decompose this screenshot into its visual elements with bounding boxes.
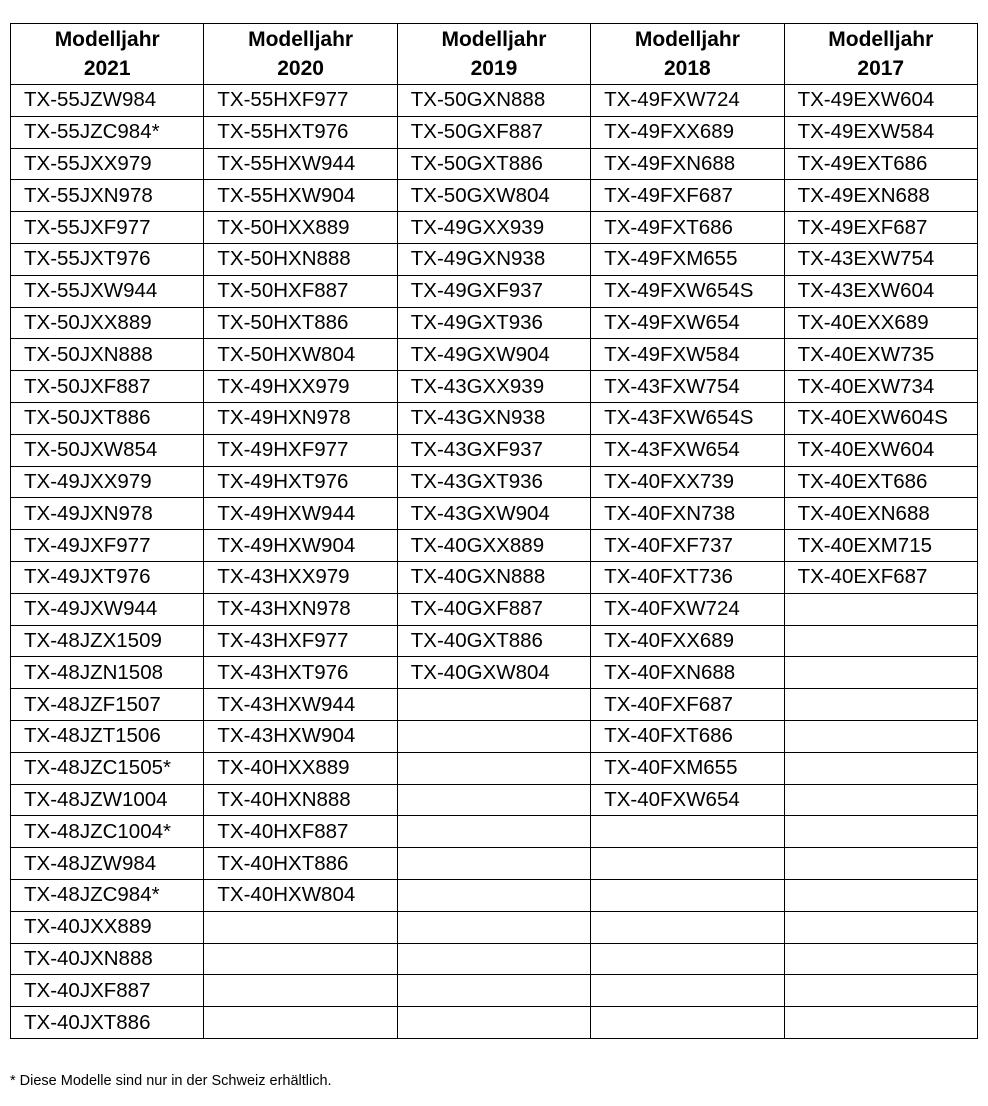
model-cell: TX-40FXF737 bbox=[591, 530, 784, 562]
table-row bbox=[11, 848, 978, 880]
table-row bbox=[11, 148, 978, 180]
model-cell: TX-50JXF887 bbox=[11, 371, 204, 403]
model-cell: TX-50GXF887 bbox=[397, 116, 590, 148]
model-cell: TX-50GXN888 bbox=[397, 85, 590, 117]
model-cell: TX-40GXT886 bbox=[397, 625, 590, 657]
model-cell: TX-40EXM715 bbox=[784, 530, 977, 562]
empty-cell bbox=[784, 657, 977, 689]
model-cell: TX-43HXF977 bbox=[204, 625, 397, 657]
header-label: Modelljahr bbox=[54, 28, 160, 51]
table-row bbox=[11, 466, 978, 498]
empty-cell bbox=[204, 943, 397, 975]
table-row bbox=[11, 625, 978, 657]
model-cell: TX-40EXN688 bbox=[784, 498, 977, 530]
table-row bbox=[11, 85, 978, 117]
model-cell: TX-40EXW604 bbox=[784, 434, 977, 466]
table-row bbox=[11, 243, 978, 275]
empty-cell bbox=[784, 943, 977, 975]
model-cell: TX-49GXX939 bbox=[397, 212, 590, 244]
model-cell: TX-50JXW854 bbox=[11, 434, 204, 466]
model-cell: TX-43GXT936 bbox=[397, 466, 590, 498]
table-row bbox=[11, 212, 978, 244]
empty-cell bbox=[784, 593, 977, 625]
empty-cell bbox=[784, 784, 977, 816]
model-cell: TX-49GXT936 bbox=[397, 307, 590, 339]
empty-cell bbox=[204, 975, 397, 1007]
empty-cell bbox=[591, 911, 784, 943]
empty-cell bbox=[784, 1007, 977, 1039]
model-cell: TX-49JXF977 bbox=[11, 530, 204, 562]
model-cell: TX-40FXN738 bbox=[591, 498, 784, 530]
model-cell: TX-49GXN938 bbox=[397, 243, 590, 275]
model-cell: TX-49GXW904 bbox=[397, 339, 590, 371]
column-header-2017 bbox=[784, 24, 977, 85]
empty-cell bbox=[204, 1007, 397, 1039]
empty-cell bbox=[397, 784, 590, 816]
model-cell: TX-40EXW735 bbox=[784, 339, 977, 371]
model-cell: TX-40FXF687 bbox=[591, 689, 784, 721]
table-row bbox=[11, 402, 978, 434]
table-row bbox=[11, 657, 978, 689]
model-cell: TX-40FXM655 bbox=[591, 752, 784, 784]
model-cell: TX-40FXT686 bbox=[591, 720, 784, 752]
model-cell: TX-40GXX889 bbox=[397, 530, 590, 562]
model-cell: TX-55JXX979 bbox=[11, 148, 204, 180]
table-row bbox=[11, 943, 978, 975]
model-cell: TX-49JXX979 bbox=[11, 466, 204, 498]
model-cell: TX-40GXW804 bbox=[397, 657, 590, 689]
model-cell: TX-43HXT976 bbox=[204, 657, 397, 689]
empty-cell bbox=[784, 752, 977, 784]
model-cell: TX-48JZW984 bbox=[11, 848, 204, 880]
empty-cell bbox=[591, 975, 784, 1007]
model-cell: TX-50JXX889 bbox=[11, 307, 204, 339]
model-cell: TX-48JZC1004* bbox=[11, 816, 204, 848]
model-cell: TX-55HXW944 bbox=[204, 148, 397, 180]
model-cell: TX-50HXX889 bbox=[204, 212, 397, 244]
table-row bbox=[11, 561, 978, 593]
model-cell: TX-40GXF887 bbox=[397, 593, 590, 625]
model-cell: TX-48JZC984* bbox=[11, 879, 204, 911]
model-cell: TX-43EXW754 bbox=[784, 243, 977, 275]
empty-cell bbox=[397, 848, 590, 880]
footnote: * Diese Modelle sind nur in der Schweiz erhältlich. bbox=[10, 1073, 332, 1089]
model-cell: TX-50HXF887 bbox=[204, 275, 397, 307]
model-cell: TX-50HXN888 bbox=[204, 243, 397, 275]
model-cell: TX-49HXT976 bbox=[204, 466, 397, 498]
model-cell: TX-50JXN888 bbox=[11, 339, 204, 371]
model-cell: TX-43HXW944 bbox=[204, 689, 397, 721]
empty-cell bbox=[784, 625, 977, 657]
empty-cell bbox=[784, 911, 977, 943]
model-cell: TX-49HXN978 bbox=[204, 402, 397, 434]
model-cell: TX-50GXT886 bbox=[397, 148, 590, 180]
model-cell: TX-48JZN1508 bbox=[11, 657, 204, 689]
model-cell: TX-40EXW604S bbox=[784, 402, 977, 434]
model-cell: TX-49GXF937 bbox=[397, 275, 590, 307]
table-row bbox=[11, 879, 978, 911]
model-cell: TX-43HXW904 bbox=[204, 720, 397, 752]
model-cell: TX-55JXW944 bbox=[11, 275, 204, 307]
model-cell: TX-40EXF687 bbox=[784, 561, 977, 593]
table-row bbox=[11, 180, 978, 212]
model-cell: TX-49EXF687 bbox=[784, 212, 977, 244]
empty-cell bbox=[397, 816, 590, 848]
model-cell: TX-43FXW654 bbox=[591, 434, 784, 466]
header-year: 2017 bbox=[857, 57, 905, 80]
model-cell: TX-40EXX689 bbox=[784, 307, 977, 339]
header-year: 2019 bbox=[470, 57, 518, 80]
table-row bbox=[11, 752, 978, 784]
model-cell: TX-40GXN888 bbox=[397, 561, 590, 593]
model-cell: TX-49HXX979 bbox=[204, 371, 397, 403]
column-header-2018 bbox=[591, 24, 784, 85]
model-cell: TX-40HXW804 bbox=[204, 879, 397, 911]
model-cell: TX-43GXW904 bbox=[397, 498, 590, 530]
model-year-table bbox=[10, 23, 978, 1039]
empty-cell bbox=[591, 943, 784, 975]
model-cell: TX-55HXW904 bbox=[204, 180, 397, 212]
header-year: 2021 bbox=[83, 57, 131, 80]
model-cell: TX-40HXF887 bbox=[204, 816, 397, 848]
empty-cell bbox=[397, 975, 590, 1007]
table-row bbox=[11, 530, 978, 562]
table-header bbox=[11, 24, 978, 85]
model-cell: TX-40HXT886 bbox=[204, 848, 397, 880]
table-body bbox=[11, 85, 978, 1039]
model-cell: TX-40FXN688 bbox=[591, 657, 784, 689]
column-header-2021 bbox=[11, 24, 204, 85]
header-label: Modelljahr bbox=[634, 28, 740, 51]
model-cell: TX-49JXN978 bbox=[11, 498, 204, 530]
table-row bbox=[11, 689, 978, 721]
empty-cell bbox=[204, 911, 397, 943]
empty-cell bbox=[784, 975, 977, 1007]
model-cell: TX-43EXW604 bbox=[784, 275, 977, 307]
model-cell: TX-49FXF687 bbox=[591, 180, 784, 212]
model-cell: TX-40JXF887 bbox=[11, 975, 204, 1007]
model-cell: TX-50GXW804 bbox=[397, 180, 590, 212]
model-cell: TX-40EXW734 bbox=[784, 371, 977, 403]
empty-cell bbox=[397, 752, 590, 784]
model-cell: TX-40FXX739 bbox=[591, 466, 784, 498]
empty-cell bbox=[591, 1007, 784, 1039]
table-row bbox=[11, 339, 978, 371]
model-cell: TX-40FXW724 bbox=[591, 593, 784, 625]
model-cell: TX-49JXT976 bbox=[11, 561, 204, 593]
model-cell: TX-55JZW984 bbox=[11, 85, 204, 117]
model-cell: TX-43FXW654S bbox=[591, 402, 784, 434]
table-row bbox=[11, 816, 978, 848]
model-cell: TX-49FXN688 bbox=[591, 148, 784, 180]
model-cell: TX-49FXX689 bbox=[591, 116, 784, 148]
model-cell: TX-40HXN888 bbox=[204, 784, 397, 816]
model-cell: TX-55JXT976 bbox=[11, 243, 204, 275]
model-cell: TX-43HXN978 bbox=[204, 593, 397, 625]
model-cell: TX-48JZT1506 bbox=[11, 720, 204, 752]
table-row bbox=[11, 720, 978, 752]
table-row bbox=[11, 275, 978, 307]
column-header-2020 bbox=[204, 24, 397, 85]
table-row bbox=[11, 498, 978, 530]
model-cell: TX-43HXX979 bbox=[204, 561, 397, 593]
table-row bbox=[11, 434, 978, 466]
header-year: 2018 bbox=[664, 57, 711, 80]
table-row bbox=[11, 784, 978, 816]
model-cell: TX-55JZC984* bbox=[11, 116, 204, 148]
empty-cell bbox=[784, 720, 977, 752]
header-label: Modelljahr bbox=[828, 28, 934, 51]
header-label: Modelljahr bbox=[248, 28, 354, 51]
model-cell: TX-40JXT886 bbox=[11, 1007, 204, 1039]
model-cell: TX-50HXT886 bbox=[204, 307, 397, 339]
header-label: Modelljahr bbox=[441, 28, 547, 51]
empty-cell bbox=[784, 879, 977, 911]
empty-cell bbox=[397, 689, 590, 721]
model-cell: TX-55JXN978 bbox=[11, 180, 204, 212]
model-cell: TX-43GXN938 bbox=[397, 402, 590, 434]
table-row bbox=[11, 911, 978, 943]
table-row bbox=[11, 1007, 978, 1039]
model-cell: TX-48JZC1505* bbox=[11, 752, 204, 784]
empty-cell bbox=[397, 879, 590, 911]
model-cell: TX-55JXF977 bbox=[11, 212, 204, 244]
model-cell: TX-55HXF977 bbox=[204, 85, 397, 117]
header-year: 2020 bbox=[277, 57, 324, 80]
empty-cell bbox=[784, 816, 977, 848]
model-cell: TX-49FXT686 bbox=[591, 212, 784, 244]
table-row bbox=[11, 975, 978, 1007]
model-cell: TX-49JXW944 bbox=[11, 593, 204, 625]
model-cell: TX-43GXF937 bbox=[397, 434, 590, 466]
model-cell: TX-49FXW584 bbox=[591, 339, 784, 371]
model-cell: TX-55HXT976 bbox=[204, 116, 397, 148]
model-cell: TX-43FXW754 bbox=[591, 371, 784, 403]
model-cell: TX-49HXW904 bbox=[204, 530, 397, 562]
table-row bbox=[11, 371, 978, 403]
empty-cell bbox=[784, 848, 977, 880]
model-cell: TX-48JZF1507 bbox=[11, 689, 204, 721]
model-cell: TX-49EXW604 bbox=[784, 85, 977, 117]
model-cell: TX-40FXX689 bbox=[591, 625, 784, 657]
empty-cell bbox=[397, 720, 590, 752]
model-cell: TX-49EXN688 bbox=[784, 180, 977, 212]
column-header-2019 bbox=[397, 24, 590, 85]
model-cell: TX-40JXX889 bbox=[11, 911, 204, 943]
model-cell: TX-49FXW654S bbox=[591, 275, 784, 307]
header-row bbox=[11, 24, 978, 85]
empty-cell bbox=[397, 911, 590, 943]
model-cell: TX-49EXT686 bbox=[784, 148, 977, 180]
model-cell: TX-49FXM655 bbox=[591, 243, 784, 275]
empty-cell bbox=[784, 689, 977, 721]
empty-cell bbox=[397, 1007, 590, 1039]
model-cell: TX-48JZW1004 bbox=[11, 784, 204, 816]
model-cell: TX-49HXF977 bbox=[204, 434, 397, 466]
model-cell: TX-40EXT686 bbox=[784, 466, 977, 498]
empty-cell bbox=[397, 943, 590, 975]
model-cell: TX-48JZX1509 bbox=[11, 625, 204, 657]
empty-cell bbox=[591, 879, 784, 911]
model-cell: TX-49EXW584 bbox=[784, 116, 977, 148]
table-row bbox=[11, 307, 978, 339]
model-cell: TX-43GXX939 bbox=[397, 371, 590, 403]
model-cell: TX-50JXT886 bbox=[11, 402, 204, 434]
model-cell: TX-40FXT736 bbox=[591, 561, 784, 593]
model-cell: TX-40JXN888 bbox=[11, 943, 204, 975]
model-cell: TX-40FXW654 bbox=[591, 784, 784, 816]
model-cell: TX-40HXX889 bbox=[204, 752, 397, 784]
table-row bbox=[11, 593, 978, 625]
empty-cell bbox=[591, 848, 784, 880]
empty-cell bbox=[591, 816, 784, 848]
model-cell: TX-49HXW944 bbox=[204, 498, 397, 530]
model-cell: TX-50HXW804 bbox=[204, 339, 397, 371]
model-cell: TX-49FXW724 bbox=[591, 85, 784, 117]
table-row bbox=[11, 116, 978, 148]
model-cell: TX-49FXW654 bbox=[591, 307, 784, 339]
